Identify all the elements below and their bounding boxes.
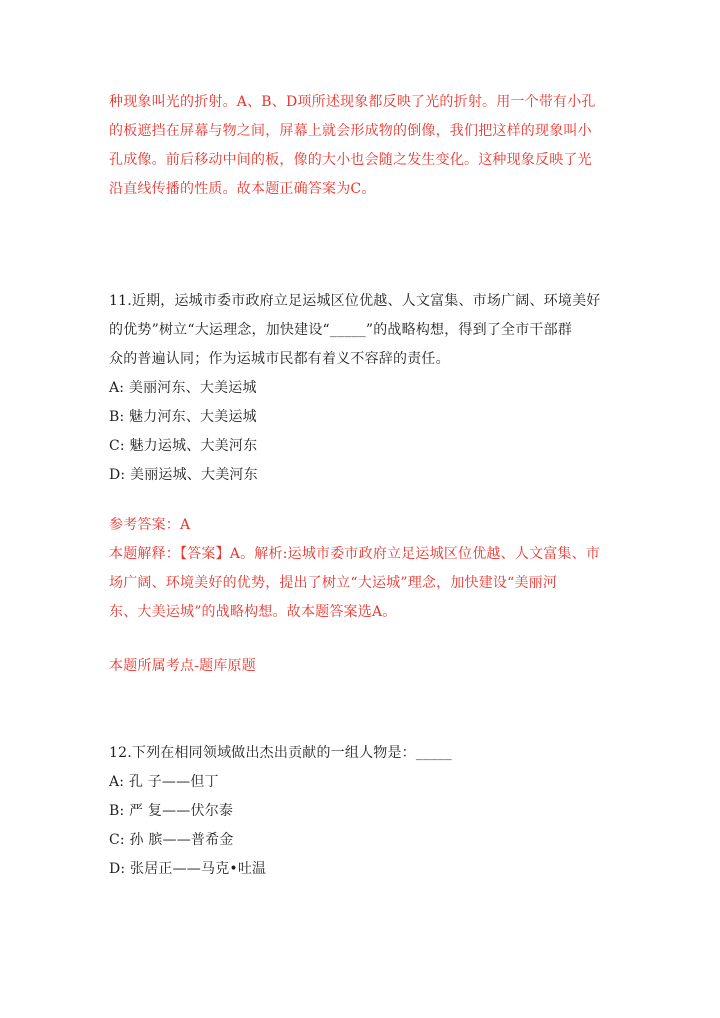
question-stem-line: 的优势”树立“大运理念，加快建设“_____”的战略构想，得到了全市干部群 <box>109 322 573 338</box>
option-b: B: 魅力河东、大美运城 <box>109 409 257 425</box>
explanation-line: 种现象叫光的折射。A、B、D项所述现象都反映了光的折射。用一个带有小孔 <box>109 94 596 110</box>
option-d: D: 张居正——马克•吐温 <box>109 861 267 877</box>
question-stem-line: 11.近期，运城市委市政府立足运城区位优越、人文富集、市场广阔、环境美好 <box>109 293 601 309</box>
explanation-line: 孔成像。前后移动中间的板，像的大小也会随之发生变化。这种现象反映了光 <box>109 152 592 168</box>
option-a: A: 美丽河东、大美运城 <box>109 380 257 396</box>
question-11-answer <box>109 511 621 627</box>
reference-answer: 参考答案：A <box>109 517 191 533</box>
option-b: B: 严 复——伏尔泰 <box>109 803 234 819</box>
previous-question-explanation <box>109 88 621 204</box>
question-12 <box>109 739 621 884</box>
option-a: A: 孔 子——但丁 <box>109 774 219 790</box>
explanation-line: 沿直线传播的性质。故本题正确答案为C。 <box>109 181 376 197</box>
topic-label: 本题所属考点-题库原题 <box>109 658 256 674</box>
question-stem-line: 众的普遍认同；作为运城市民都有着义不容辞的责任。 <box>109 351 450 367</box>
explanation-line: 场广阔、环境美好的优势，提出了树立“大运城”理念，加快建设“美丽河 <box>109 575 558 591</box>
question-11-topic <box>109 652 621 681</box>
option-d: D: 美丽运城、大美河东 <box>109 467 258 483</box>
explanation-line: 本题解释：【答案】A。解析:运城市委市政府立足运城区位优越、人文富集、市 <box>109 546 601 562</box>
question-stem: 12.下列在相同领域做出杰出贡献的一组人物是：_____ <box>109 745 452 761</box>
option-c: C: 魅力运城、大美河东 <box>109 438 258 454</box>
explanation-line: 东、大美运城”的战略构想。故本题答案选A。 <box>109 604 397 620</box>
explanation-line: 的板遮挡在屏幕与物之间，屏幕上就会形成物的倒像，我们把这样的现象叫小 <box>109 123 592 139</box>
option-c: C: 孙 膑——普希金 <box>109 832 234 848</box>
question-11 <box>109 287 621 490</box>
